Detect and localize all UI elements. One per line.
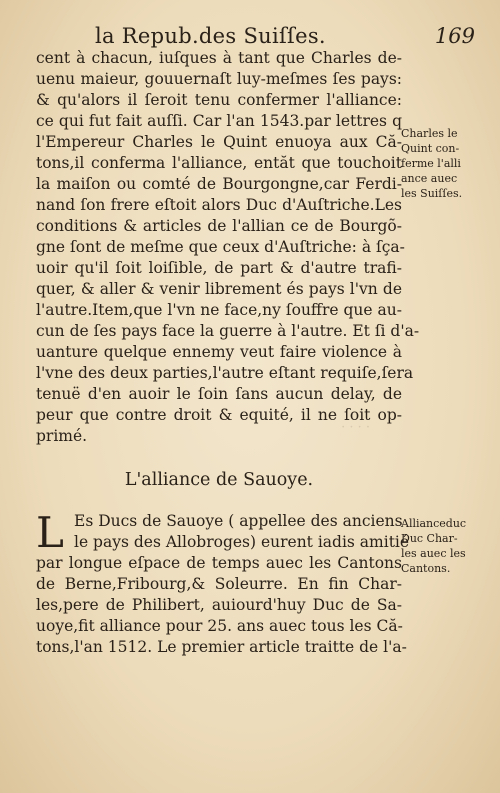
section-heading: L'alliance de Sauoye. [124,470,314,490]
text-line: uanture quelque ennemy veut faire violence à [36,343,402,361]
margin-note-line: les Suiſſes. [401,187,463,200]
margin-note-line: Duc Char- [401,532,458,545]
text-line: de Berne,Fribourg,& Soleurre. En fin Char- [36,575,402,593]
text-line: les,pere de Philibert, auiourd'huy Duc de Sa- [36,596,402,614]
margin-note-line: ance auec [401,172,458,185]
text-line: tenuë d'en auoir le ſoin ſans aucun delay, de [36,385,402,403]
text-line: tons,il conferma l'alliance, entăt que touchoit [36,154,402,172]
text-line: nand ſon frere eſtoit alors Duc d'Auſtriche.Les [36,196,402,214]
text-line: la maiſon ou comté de Bourgongne,car Ferdi- [36,175,402,193]
text-line: peur que contre droit & equité, il ne ſoit op- [36,406,402,424]
text-line: Es Ducs de Sauoye ( appellee des anciens [74,512,403,530]
paragraph-1 [36,48,420,447]
margin-note-line: Quint con- [401,142,460,155]
text-line: uoye,fit alliance pour 25. ans auec tous les Că- [36,617,403,635]
main-text-column [36,48,420,658]
margin-note-line: les auec les [401,547,466,560]
text-line: & qu'alors il ſeroit tenu confermer l'alliance: [36,91,402,109]
text-line: ce qui fut fait auſſi. Car l'an 1543.par lettres q [36,112,402,130]
margin-note-line: Allianceduc [401,517,467,530]
text-line: tons,l'an 1512. Le premier article traitte de l'a- [36,638,407,656]
drop-capital: L [36,508,64,557]
margin-note-line: Charles le [401,127,458,140]
text-line: uoir qu'il ſoit loiſible, de part & d'autre trafi- [36,259,402,277]
margin-note-line: Cantons. [401,562,451,575]
page-number: 169 [434,24,475,48]
text-line: cent à chacun, iuſques à tant que Charles de- [36,49,402,67]
margin-note-charles-quint [401,126,493,201]
text-line: uenu maieur, gouuernaſt luy-meſmes ſes pays: [36,70,402,88]
text-line: gne ſont de meſme que ceux d'Auſtriche: à ſça- [36,238,405,256]
text-line: quer, & aller & venir librement és pays l'vn de [36,280,402,298]
text-line: l'autre.Item,que l'vn ne face,ny ſouffre que au- [36,301,402,319]
text-line: primé. [36,427,88,445]
text-line: cun de ſes pays face la guerre à l'autre. Et ſi d'a- [36,322,420,340]
bleed-through-text: · · · · [341,420,370,435]
text-line: l'Empereur Charles le Quint enuoya aux Că- [36,133,402,151]
text-line: conditions & articles de l'allian ce de Bourgõ- [36,217,402,235]
text-line: le pays des Allobroges) eurent iadis amitié [74,533,410,551]
first-line-block [36,508,410,557]
margin-note-line: ferme l'alli [401,157,461,170]
text-line: par longue eſpace de temps auec les Cantons [36,554,402,572]
text-line: l'vne des deux parties,l'autre eſtant requiſe,ſera [36,364,414,382]
paragraph-2 [36,508,410,658]
running-title: la Repub.des Suiſſes. [95,24,326,48]
page-header [95,24,475,50]
margin-note-alliance-duc [401,516,493,576]
